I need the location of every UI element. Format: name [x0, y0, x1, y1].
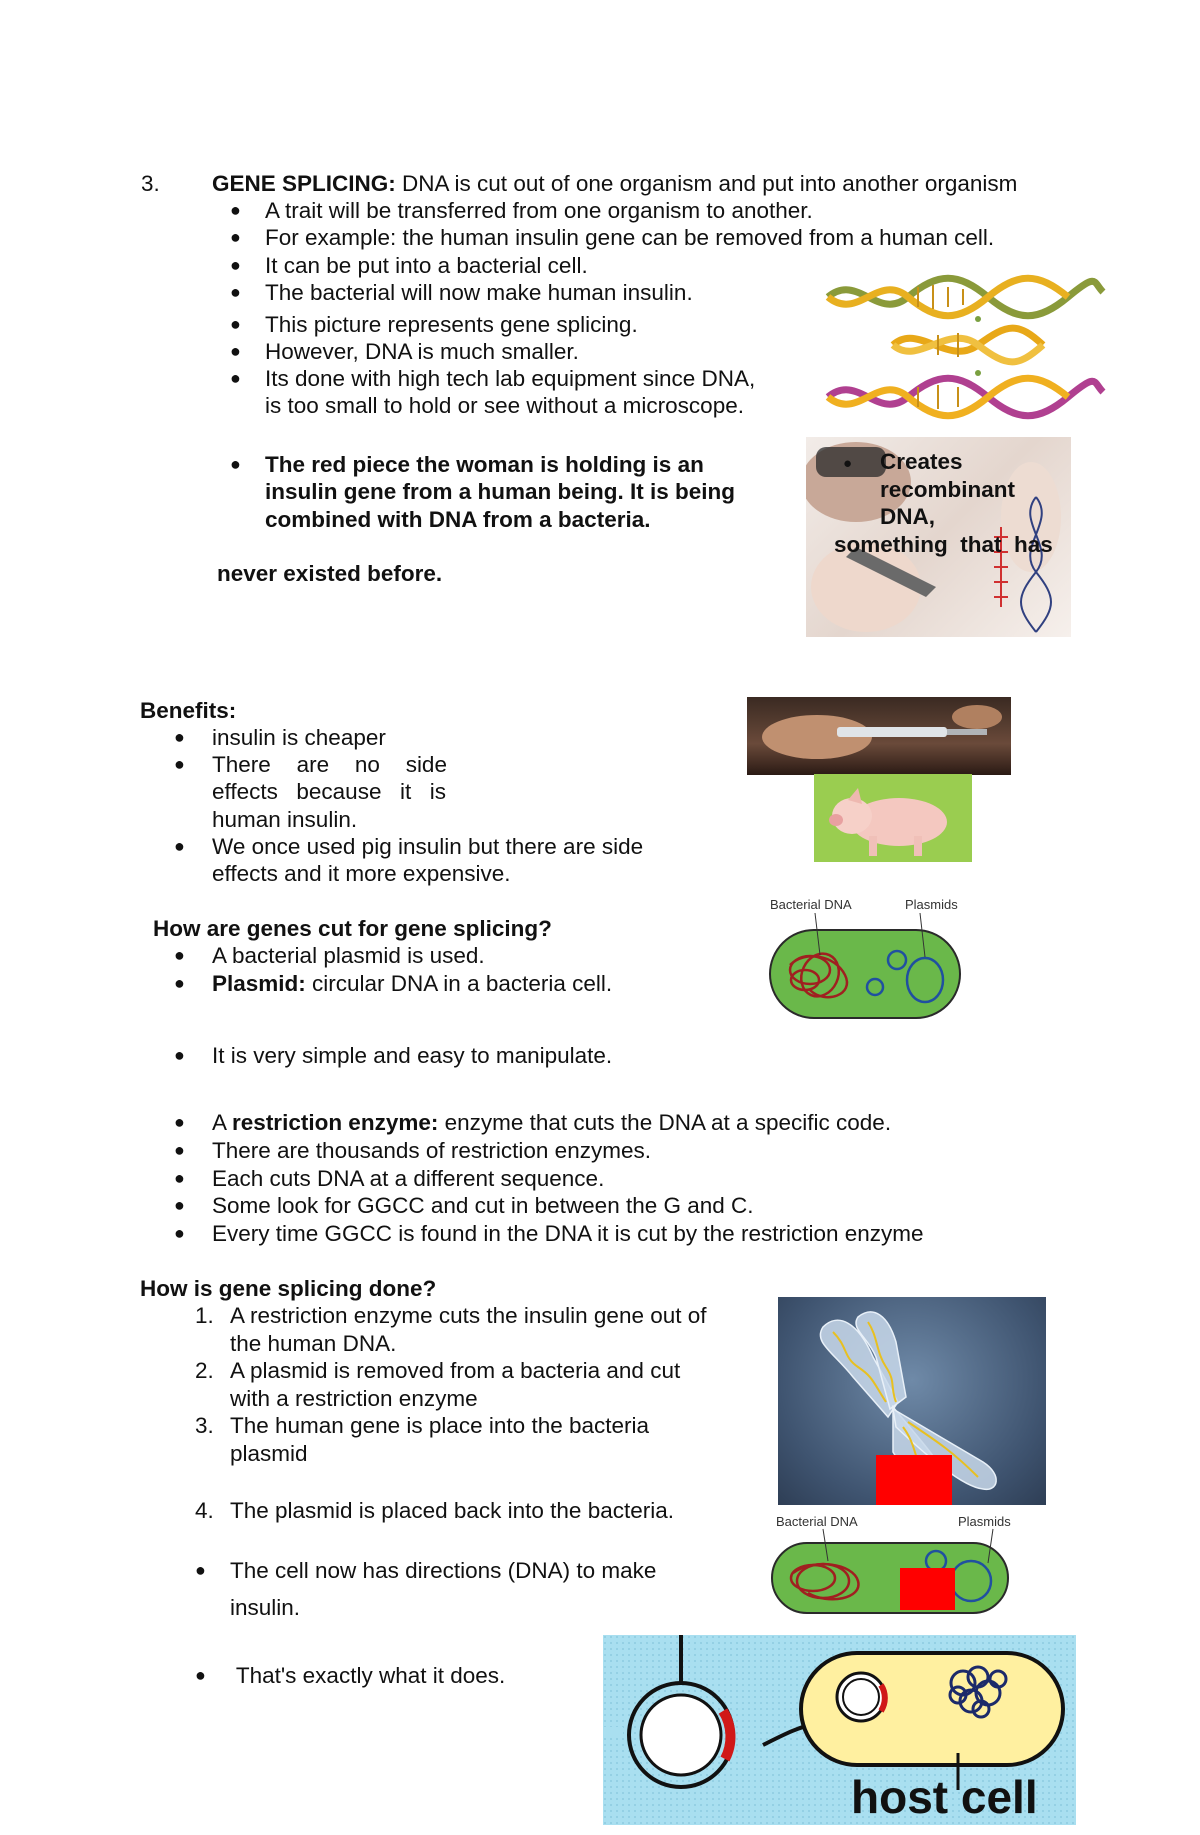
inserted-gene-marker: [900, 1568, 955, 1610]
word: no: [354, 752, 380, 777]
creates-line: Creates: [880, 449, 963, 474]
list-item: Its done with high tech lab equipment since DNA,: [265, 366, 756, 391]
bullet-icon: ●: [843, 455, 853, 472]
dna-helix-graphic: [818, 267, 1108, 427]
list-item-continuation: human insulin.: [212, 807, 358, 832]
pig-image: [814, 774, 972, 862]
bullet-icon: ●: [230, 227, 241, 247]
bullet-icon: ●: [174, 836, 185, 856]
bullet-icon: ●: [174, 1223, 185, 1243]
step-line: The human gene is place into the bacteria: [230, 1413, 650, 1438]
creates-line: recombinant: [880, 477, 1016, 502]
list-item: Every time GGCC is found in the DNA it is cut by the restriction enzyme: [212, 1221, 924, 1246]
list-item: For example: the human insulin gene can be removed from a human cell.: [265, 225, 995, 250]
restriction-enzyme-term: restriction enzyme:: [232, 1110, 439, 1135]
list-item-continuation: effects and it more expensive.: [212, 861, 511, 886]
bullet-icon: ●: [174, 973, 185, 993]
re-prefix: A: [212, 1110, 233, 1135]
bullet-icon: ●: [174, 1195, 185, 1215]
word: There: [212, 752, 271, 777]
benefits-title: Benefits:: [140, 698, 237, 723]
bullet-icon: ●: [174, 1168, 185, 1188]
bacterial-cell-diagram-2: [768, 1513, 1028, 1618]
list-item: insulin is cheaper: [212, 725, 386, 750]
never-existed-text: never existed before.: [217, 561, 443, 586]
list-item: A bacterial plasmid is used.: [212, 943, 485, 968]
list-item: The cell now has directions (DNA) to make: [230, 1558, 657, 1583]
creates-line: DNA,: [880, 504, 935, 529]
list-item: [212, 1109, 891, 1136]
list-item: This picture represents gene splicing.: [265, 312, 638, 337]
list-item-continuation: insulin.: [230, 1595, 301, 1620]
list-item: Some look for GGCC and cut in between the G and C.: [212, 1193, 754, 1218]
bullet-icon: ●: [230, 314, 241, 334]
injection-graphic: [747, 697, 1011, 775]
step-line: The plasmid is placed back into the bacteria.: [230, 1498, 674, 1523]
bullet-icon: ●: [195, 1665, 206, 1685]
section-heading: GENE SPLICING:: [212, 171, 396, 196]
word: because: [296, 779, 382, 804]
bullet-icon: ●: [174, 1045, 185, 1065]
step-line: A plasmid is removed from a bacteria and cut: [230, 1358, 681, 1383]
word: side: [405, 752, 447, 777]
list-item: However, DNA is much smaller.: [265, 339, 579, 364]
woman-holding-dna-image: [806, 437, 1071, 637]
step-number: 1.: [195, 1303, 214, 1328]
pig-graphic: [814, 774, 972, 862]
bullet-icon: ●: [230, 341, 241, 361]
bullet-icon: ●: [230, 454, 241, 474]
list-item: [212, 970, 612, 997]
creates-line: something that has: [834, 532, 1053, 557]
step-line: A restriction enzyme cuts the insulin gene out of: [230, 1303, 707, 1328]
dna-helix-image: [818, 267, 1108, 427]
list-item: That's exactly what it does.: [230, 1663, 506, 1688]
list-item: A trait will be transferred from one organism to another.: [265, 198, 813, 223]
bacterial-dna-label: Bacterial DNA: [770, 897, 852, 912]
step-number: 2.: [195, 1358, 214, 1383]
step-line: the human DNA.: [230, 1331, 397, 1356]
list-item: [212, 751, 447, 778]
host-cell-graphic: [603, 1635, 1076, 1825]
step-line: plasmid: [230, 1441, 308, 1466]
word: are: [296, 752, 330, 777]
host-cell-diagram: [603, 1635, 1076, 1825]
plasmid-definition: circular DNA in a bacteria cell.: [305, 971, 613, 996]
plasmids-label: Plasmids: [905, 897, 958, 912]
restriction-enzyme-definition: enzyme that cuts the DNA at a specific code.: [438, 1110, 892, 1135]
bullet-icon: ●: [230, 200, 241, 220]
bold-line: The red piece the woman is holding is an: [265, 452, 704, 477]
host-cell-label: host cell: [851, 1771, 1038, 1823]
bullet-icon: ●: [230, 255, 241, 275]
word: effects: [212, 779, 278, 804]
list-item-continuation: is too small to hold or see without a microscope.: [265, 393, 744, 418]
step-number: 3.: [195, 1413, 214, 1438]
bacterial-cell-diagram: [765, 895, 970, 1025]
plasmid-term: Plasmid:: [212, 971, 306, 996]
bullet-icon: ●: [230, 368, 241, 388]
insulin-injection-image: [747, 697, 1011, 775]
section-heading-line: [212, 170, 1017, 197]
cutting-title: How are genes cut for gene splicing?: [153, 916, 552, 941]
insulin-gene-marker: [876, 1455, 952, 1505]
bacterial-cell-graphic: [765, 895, 970, 1025]
list-item: It is very simple and easy to manipulate.: [212, 1043, 613, 1068]
bullet-icon: ●: [174, 1140, 185, 1160]
bold-line: combined with DNA from a bacteria.: [265, 507, 651, 532]
step-number: 4.: [195, 1498, 214, 1523]
section-number: 3.: [141, 171, 160, 196]
bacterial-cell-graphic-2: [768, 1513, 1028, 1618]
bold-line: insulin gene from a human being. It is being: [265, 479, 736, 504]
list-item-continuation: [212, 778, 446, 805]
section-intro: DNA is cut out of one organism and put into another organism: [395, 171, 1018, 196]
list-item: The bacterial will now make human insulin.: [265, 280, 693, 305]
list-item: There are thousands of restriction enzymes.: [212, 1138, 651, 1163]
bullet-icon: ●: [174, 754, 185, 774]
bullet-icon: ●: [230, 282, 241, 302]
howdone-title: How is gene splicing done?: [140, 1276, 437, 1301]
word: is: [429, 779, 446, 804]
plasmids-label-2: Plasmids: [958, 1514, 1011, 1529]
bullet-icon: ●: [174, 945, 185, 965]
bullet-icon: ●: [195, 1560, 206, 1580]
list-item: Each cuts DNA at a different sequence.: [212, 1166, 605, 1191]
step-line: with a restriction enzyme: [230, 1386, 478, 1411]
word: it: [399, 779, 412, 804]
list-item: We once used pig insulin but there are side: [212, 834, 644, 859]
bullet-icon: ●: [174, 727, 185, 747]
bullet-icon: ●: [174, 1112, 185, 1132]
list-item: It can be put into a bacterial cell.: [265, 253, 588, 278]
bacterial-dna-label-2: Bacterial DNA: [776, 1514, 858, 1529]
